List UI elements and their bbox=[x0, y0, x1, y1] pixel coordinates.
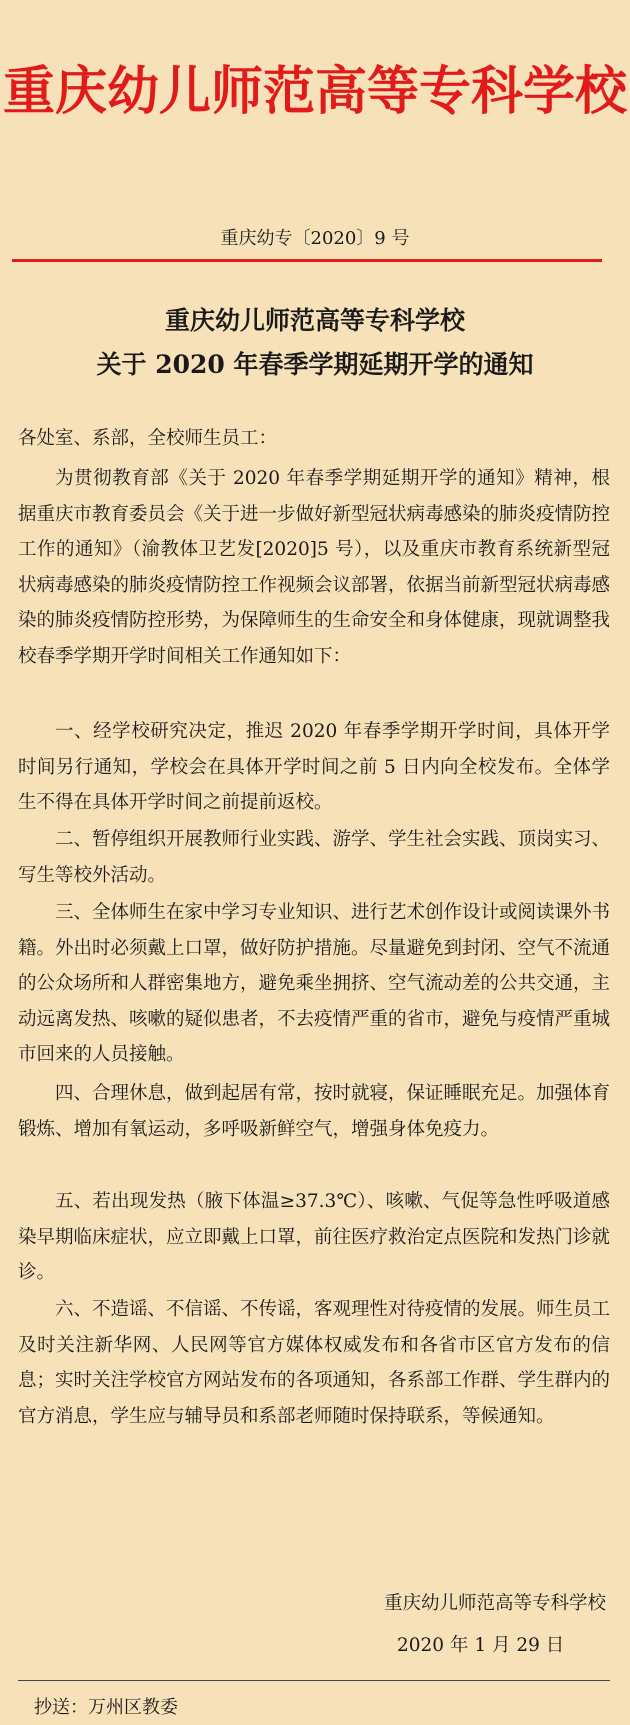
paragraph-item-6 bbox=[18, 1292, 610, 1434]
school-letterhead-title: 重庆幼儿师范高等专科学校 bbox=[2, 62, 627, 122]
paragraph-text: 三、全体师生在家中学习专业知识、进行艺术创作设计或阅读课外书籍。外出时必须戴上口罩，做好防护措施。尽量避免到封闭、空气不流通的公众场所和人群密集地方，避免乘坐拥挤、空气流动差的公共交通，主动远离发热、咳嗽的疑似患者，不去疫情严重的省市，避免与疫情严重城市回来的人员接触。 bbox=[18, 902, 611, 1065]
copy-to-line: 抄送：万州区教委 bbox=[34, 1697, 178, 1718]
document-number: 重庆幼专〔2020〕9 号 bbox=[220, 228, 410, 249]
salutation: 各处室、系部，全校师生员工： bbox=[18, 428, 278, 449]
notice-title-line-2: 关于 2020 年春季学期延期开学的通知 bbox=[96, 350, 534, 379]
footer-divider-line bbox=[18, 1680, 610, 1681]
paragraph-text: 二、暂停组织开展教师行业实践、游学、学生社会实践、顶岗实习、写生等校外活动。 bbox=[18, 829, 611, 886]
paragraph-item-4 bbox=[18, 1076, 610, 1147]
paragraph-item-3 bbox=[18, 895, 610, 1073]
red-divider-line bbox=[12, 259, 602, 262]
notice-title-line-1: 重庆幼儿师范高等专科学校 bbox=[164, 306, 465, 335]
paragraph-text: 为贯彻教育部《关于 2020 年春季学期延期开学的通知》精神，根据重庆市教育委员会《关于进一步做好新型冠状病毒感染的肺炎疫情防控工作的通知》（渝教体卫艺发[2020]5 号），以及重庆市教育系统新型冠状病毒感染的肺炎疫情防控工作视频会议部署，依据当前新型冠状病毒感染的肺炎疫情防控形势，为保障师生的生命安全和身体健康，现就调整我校春季学期开学时间相关工作通知如下： bbox=[18, 468, 611, 667]
signature-date: 2020 年 1 月 29 日 bbox=[397, 1635, 565, 1656]
paragraph-item-2 bbox=[18, 822, 610, 893]
paragraph-item-1 bbox=[18, 714, 610, 821]
paragraph-intro bbox=[18, 461, 610, 674]
paragraph-item-5 bbox=[18, 1184, 610, 1291]
paragraph-text: 一、经学校研究决定，推迟 2020 年春季学期开学时间，具体开学时间另行通知，学校会在具体开学时间之前 5 日内向全校发布。全体学生不得在具体开学时间之前提前返校。 bbox=[18, 721, 610, 813]
paragraph-text: 六、不造谣、不信谣、不传谣，客观理性对待疫情的发展。师生员工及时关注新华网、人民网等官方媒体权威发布和各省市区官方发布的信息；实时关注学校官方网站发布的各项通知，各系部工作群、学生群内的官方消息，学生应与辅导员和系部老师随时保持联系，等候通知。 bbox=[18, 1299, 611, 1427]
paragraph-text: 五、若出现发热（腋下体温≥37.3℃）、咳嗽、气促等急性呼吸道感染早期临床症状，应立即戴上口罩，前往医疗救治定点医院和发热门诊就诊。 bbox=[18, 1191, 611, 1283]
paragraph-text: 四、合理休息，做到起居有常，按时就寝，保证睡眠充足。加强体育锻炼、增加有氧运动，多呼吸新鲜空气，增强身体免疫力。 bbox=[18, 1083, 611, 1140]
signature-organization: 重庆幼儿师范高等专科学校 bbox=[383, 1593, 606, 1614]
